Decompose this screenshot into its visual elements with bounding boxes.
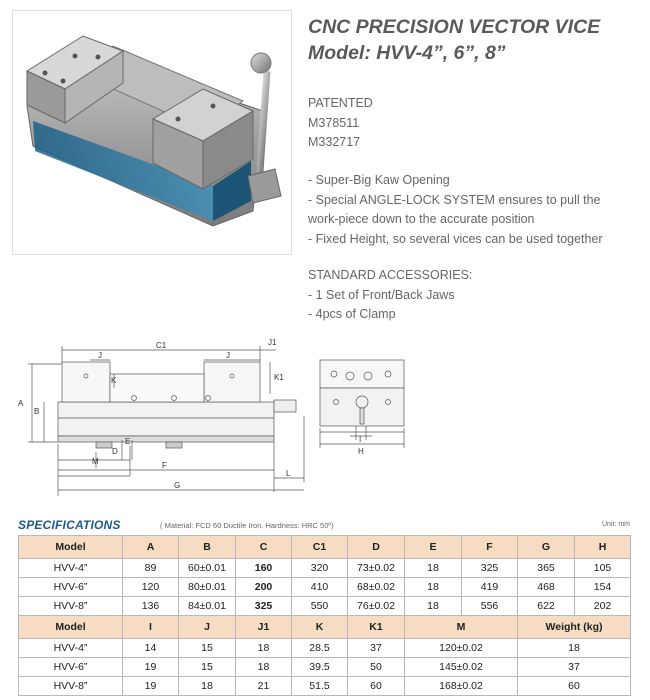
label-i: I bbox=[359, 435, 362, 444]
label-k: K bbox=[111, 376, 117, 385]
table-cell: HVV-6” bbox=[19, 658, 123, 677]
label-a: A bbox=[18, 399, 24, 408]
label-m: M bbox=[92, 457, 99, 466]
patent-number: M378511 bbox=[308, 115, 360, 130]
model-line: Model: HVV-4”, 6”, 8” bbox=[308, 42, 506, 64]
feature-item: - Special ANGLE-LOCK SYSTEM ensures to pull the bbox=[308, 192, 601, 207]
table-cell: 325 bbox=[462, 559, 518, 578]
table-cell: 73±0.02 bbox=[348, 559, 405, 578]
header-cell: C bbox=[236, 536, 292, 559]
table-cell: 14 bbox=[123, 639, 179, 658]
table-cell: 160 bbox=[236, 559, 292, 578]
header-cell: H bbox=[575, 536, 631, 559]
label-c1: C1 bbox=[156, 341, 167, 350]
table-cell: HVV-4” bbox=[19, 639, 123, 658]
table1-header-row bbox=[19, 536, 631, 559]
patent-number: M332717 bbox=[308, 135, 361, 149]
table-cell: 18 bbox=[405, 559, 462, 578]
accessory-item: - 1 Set of Front/Back Jaws bbox=[308, 287, 455, 302]
header-cell: Weight (kg) bbox=[518, 616, 631, 639]
label-j-right: J bbox=[226, 351, 230, 360]
table-cell: 19 bbox=[123, 677, 179, 696]
table-row bbox=[19, 559, 631, 578]
table-cell: 18 bbox=[405, 578, 462, 597]
table-cell: 468 bbox=[518, 578, 575, 597]
table-cell: 18 bbox=[405, 597, 462, 616]
side-view bbox=[28, 346, 304, 496]
header-cell: J bbox=[179, 616, 236, 639]
specs-unit: Unit: mm bbox=[602, 521, 630, 528]
table-cell: 202 bbox=[575, 597, 631, 616]
table-cell: 325 bbox=[236, 597, 292, 616]
table2-header-row bbox=[19, 616, 631, 639]
accessory-item: - 4pcs of Clamp bbox=[308, 307, 396, 321]
label-k1: K1 bbox=[274, 373, 284, 382]
header-cell: G bbox=[518, 536, 575, 559]
header-cell: E bbox=[405, 536, 462, 559]
specs-title: SPECIFICATIONS bbox=[18, 518, 121, 532]
table-cell: 84±0.01 bbox=[179, 597, 236, 616]
table-cell: 28.5 bbox=[292, 639, 348, 658]
table-row bbox=[19, 677, 631, 696]
patent-block bbox=[308, 94, 373, 153]
label-h: H bbox=[358, 447, 364, 456]
table-row bbox=[19, 597, 631, 616]
table-cell: 37 bbox=[518, 658, 631, 677]
table-cell: HVV-8” bbox=[19, 597, 123, 616]
table-cell: 200 bbox=[236, 578, 292, 597]
table-cell: 18 bbox=[236, 658, 292, 677]
table-cell: 320 bbox=[292, 559, 348, 578]
table-cell: 15 bbox=[179, 639, 236, 658]
table-cell: HVV-4” bbox=[19, 559, 123, 578]
label-f: F bbox=[162, 461, 167, 470]
header-cell: I bbox=[123, 616, 179, 639]
table-cell: 556 bbox=[462, 597, 518, 616]
label-d: D bbox=[112, 447, 118, 456]
table-cell: 365 bbox=[518, 559, 575, 578]
feature-list bbox=[308, 171, 603, 249]
patent-label: PATENTED bbox=[308, 96, 373, 110]
table-cell: 76±0.02 bbox=[348, 597, 405, 616]
label-j-left: J bbox=[98, 351, 102, 360]
label-b: B bbox=[34, 407, 40, 416]
table-cell: HVV-8” bbox=[19, 677, 123, 696]
label-j1: J1 bbox=[268, 338, 277, 347]
label-e: E bbox=[125, 437, 131, 446]
feature-item: - Super-Big Kaw Opening bbox=[308, 173, 450, 187]
table-cell: 60 bbox=[518, 677, 631, 696]
table-cell: 18 bbox=[236, 639, 292, 658]
vice-illustration bbox=[13, 11, 291, 254]
table-cell: 21 bbox=[236, 677, 292, 696]
product-title bbox=[308, 14, 643, 66]
table-cell: 18 bbox=[179, 677, 236, 696]
table-cell: 37 bbox=[348, 639, 405, 658]
header-cell: A bbox=[123, 536, 179, 559]
table-cell: 120±0.02 bbox=[405, 639, 518, 658]
header-cell: Model bbox=[19, 616, 123, 639]
table-cell: 19 bbox=[123, 658, 179, 677]
product-photo bbox=[12, 10, 292, 255]
table-row bbox=[19, 658, 631, 677]
accessories-title: STANDARD ACCESSORIES: bbox=[308, 268, 473, 282]
table-cell: 39.5 bbox=[292, 658, 348, 677]
table-cell: 60±0.01 bbox=[179, 559, 236, 578]
table-cell: 410 bbox=[292, 578, 348, 597]
header-cell: D bbox=[348, 536, 405, 559]
specs-header bbox=[18, 518, 630, 534]
accessories-block bbox=[308, 266, 472, 325]
table-cell: 15 bbox=[179, 658, 236, 677]
table-cell: 419 bbox=[462, 578, 518, 597]
table-cell: 120 bbox=[123, 578, 179, 597]
table-cell: 145±0.02 bbox=[405, 658, 518, 677]
label-l: L bbox=[286, 469, 291, 478]
table-row bbox=[19, 578, 631, 597]
table-cell: 68±0.02 bbox=[348, 578, 405, 597]
technical-drawing bbox=[14, 336, 414, 506]
header-cell: C1 bbox=[292, 536, 348, 559]
header-cell: B bbox=[179, 536, 236, 559]
header-cell: Model bbox=[19, 536, 123, 559]
feature-item: - Fixed Height, so several vices can be used together bbox=[308, 231, 603, 246]
table-cell: 18 bbox=[518, 639, 631, 658]
table-cell: 80±0.01 bbox=[179, 578, 236, 597]
table-cell: 51.5 bbox=[292, 677, 348, 696]
table-cell: 622 bbox=[518, 597, 575, 616]
title-line: CNC PRECISION VECTOR VICE bbox=[308, 16, 601, 38]
table-cell: 50 bbox=[348, 658, 405, 677]
table-cell: 89 bbox=[123, 559, 179, 578]
header-cell: K bbox=[292, 616, 348, 639]
table-cell: 154 bbox=[575, 578, 631, 597]
label-g: G bbox=[174, 481, 181, 490]
front-view bbox=[320, 360, 404, 448]
table-cell: HVV-6” bbox=[19, 578, 123, 597]
specs-material-note: ( Material: FCD 60 Ductile Iron. Hardness: HRC 50º) bbox=[160, 521, 334, 530]
table-cell: 168±0.02 bbox=[405, 677, 518, 696]
specs-table bbox=[18, 535, 631, 696]
header-cell: K1 bbox=[348, 616, 405, 639]
header-cell: M bbox=[405, 616, 518, 639]
header-cell: F bbox=[462, 536, 518, 559]
table-row bbox=[19, 639, 631, 658]
table-cell: 60 bbox=[348, 677, 405, 696]
header-cell: J1 bbox=[236, 616, 292, 639]
table-cell: 136 bbox=[123, 597, 179, 616]
feature-item: work-piece down to the accurate position bbox=[308, 212, 535, 226]
table-cell: 105 bbox=[575, 559, 631, 578]
table-cell: 550 bbox=[292, 597, 348, 616]
